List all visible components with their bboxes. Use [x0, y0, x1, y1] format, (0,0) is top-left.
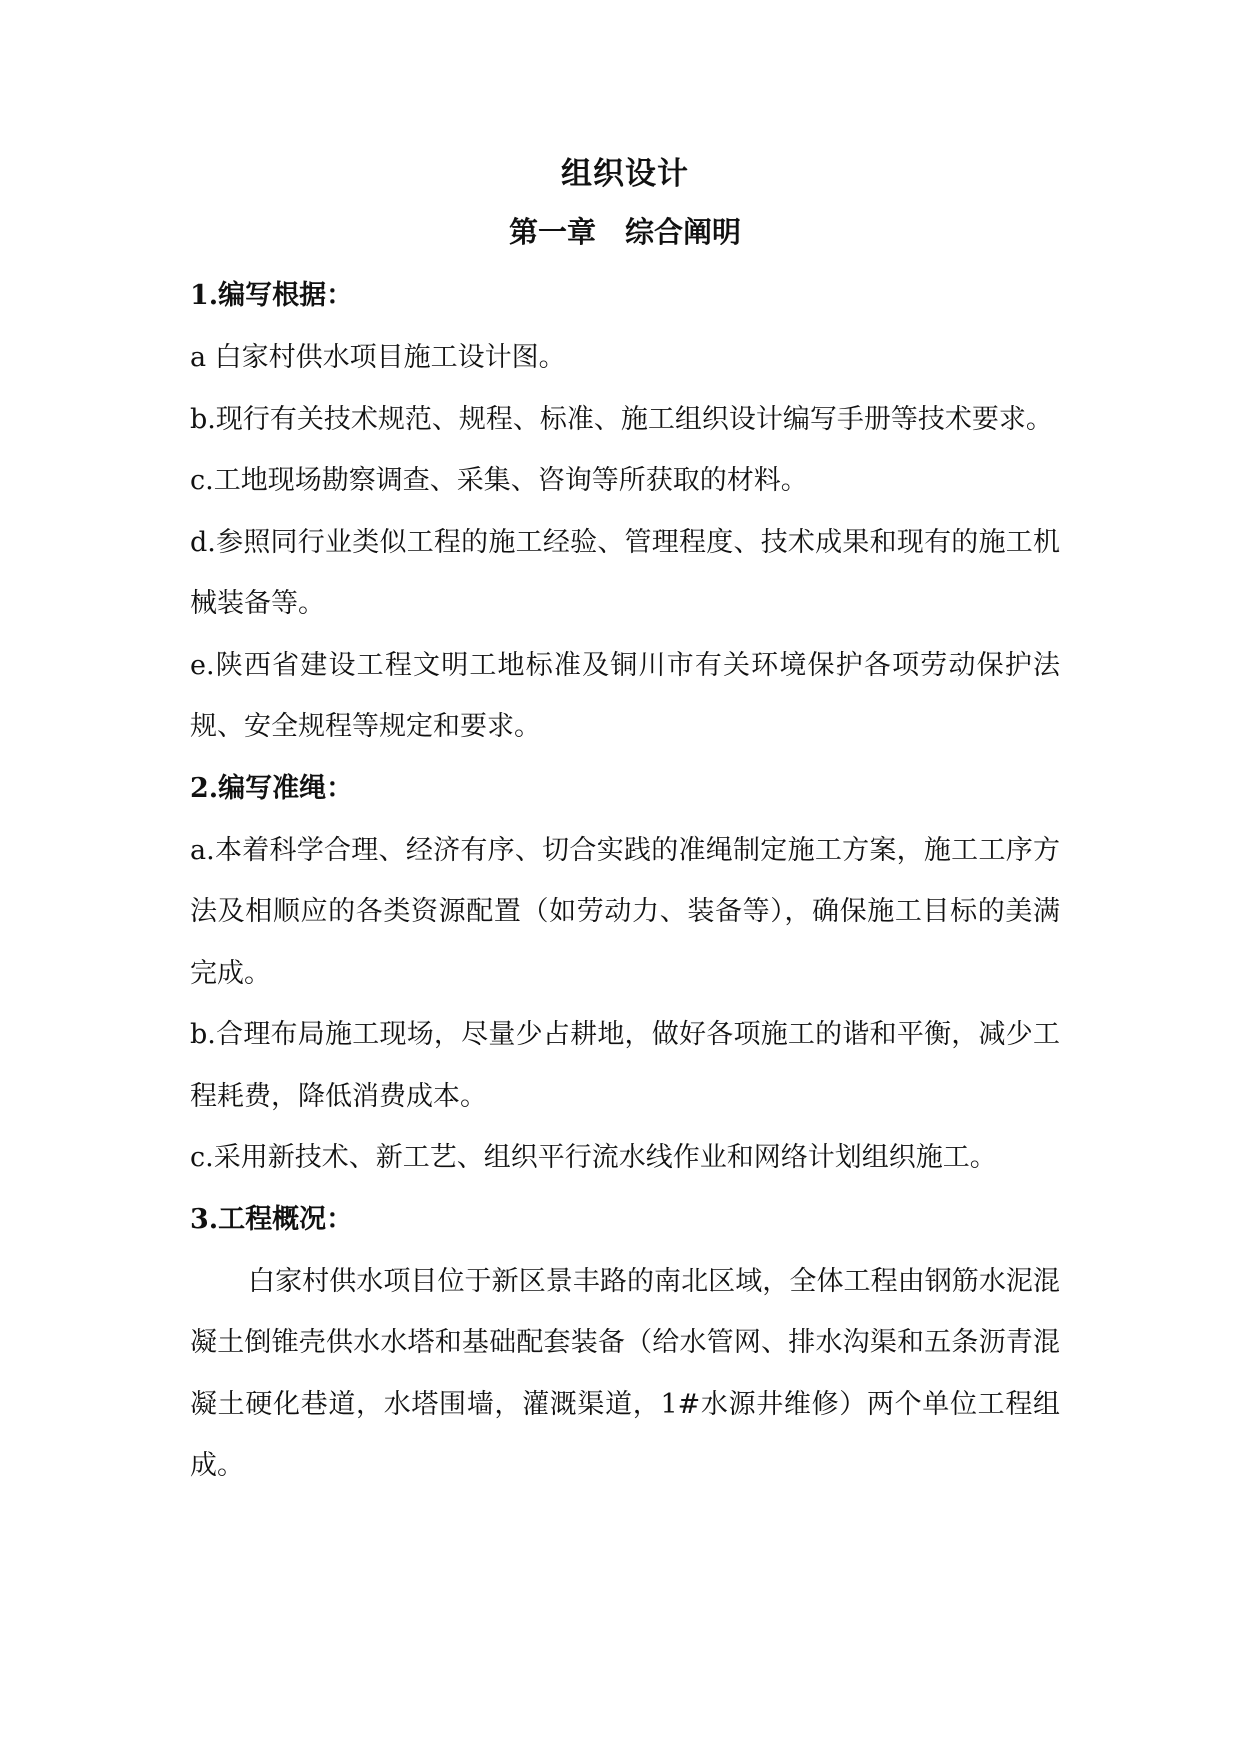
paragraph-overview: 白家村供水项目位于新区景丰路的南北区域，全体工程由钢筋水泥混凝土倒锥壳供水水塔和基础配套装备（给水管网、排水沟渠和五条沥青混凝土硬化巷道，水塔围墙，灌溉渠道，1#水源井维修）两个单位工程组成。: [190, 1265, 1060, 1481]
paragraph-basis-c: c.工地现场勘察调查、采集、咨询等所获取的材料。: [190, 465, 808, 496]
paragraph-principles-a: a.本着科学合理、经济有序、切合实践的准绳制定施工方案，施工工序方法及相顺应的各类资源配置（如劳动力、装备等），确保施工目标的美满完成。: [190, 834, 1060, 989]
paragraph-basis-d: d.参照同行业类似工程的施工经验、管理程度、技术成果和现有的施工机械装备等。: [190, 526, 1060, 619]
paragraph-principles-b: b.合理布局施工现场，尽量少占耕地，做好各项施工的谐和平衡，减少工程耗费，降低消费成本。: [190, 1019, 1060, 1112]
section-heading-overview: 3.工程概况：: [190, 1203, 354, 1235]
section-heading-principles: 2.编写准绳：: [190, 772, 354, 804]
section-heading-basis: 1.编写根据：: [190, 280, 354, 311]
document-content: [190, 150, 1060, 1497]
chapter-heading: 第一章 综合阐明: [508, 215, 741, 249]
paragraph-principles-c: c.采用新技术、新工艺、组织平行流水线作业和网络计划组织施工。: [190, 1142, 997, 1173]
document-title: 组织设计: [561, 156, 689, 192]
paragraph-basis-b: b.现行有关技术规范、规程、标准、施工组织设计编写手册等技术要求。: [190, 403, 1053, 435]
paragraph-basis-e: e.陕西省建设工程文明工地标准及铜川市有关环境保护各项劳动保护法规、安全规程等规定和要求。: [190, 649, 1060, 742]
paragraph-basis-a: a 白家村供水项目施工设计图。: [190, 342, 566, 373]
